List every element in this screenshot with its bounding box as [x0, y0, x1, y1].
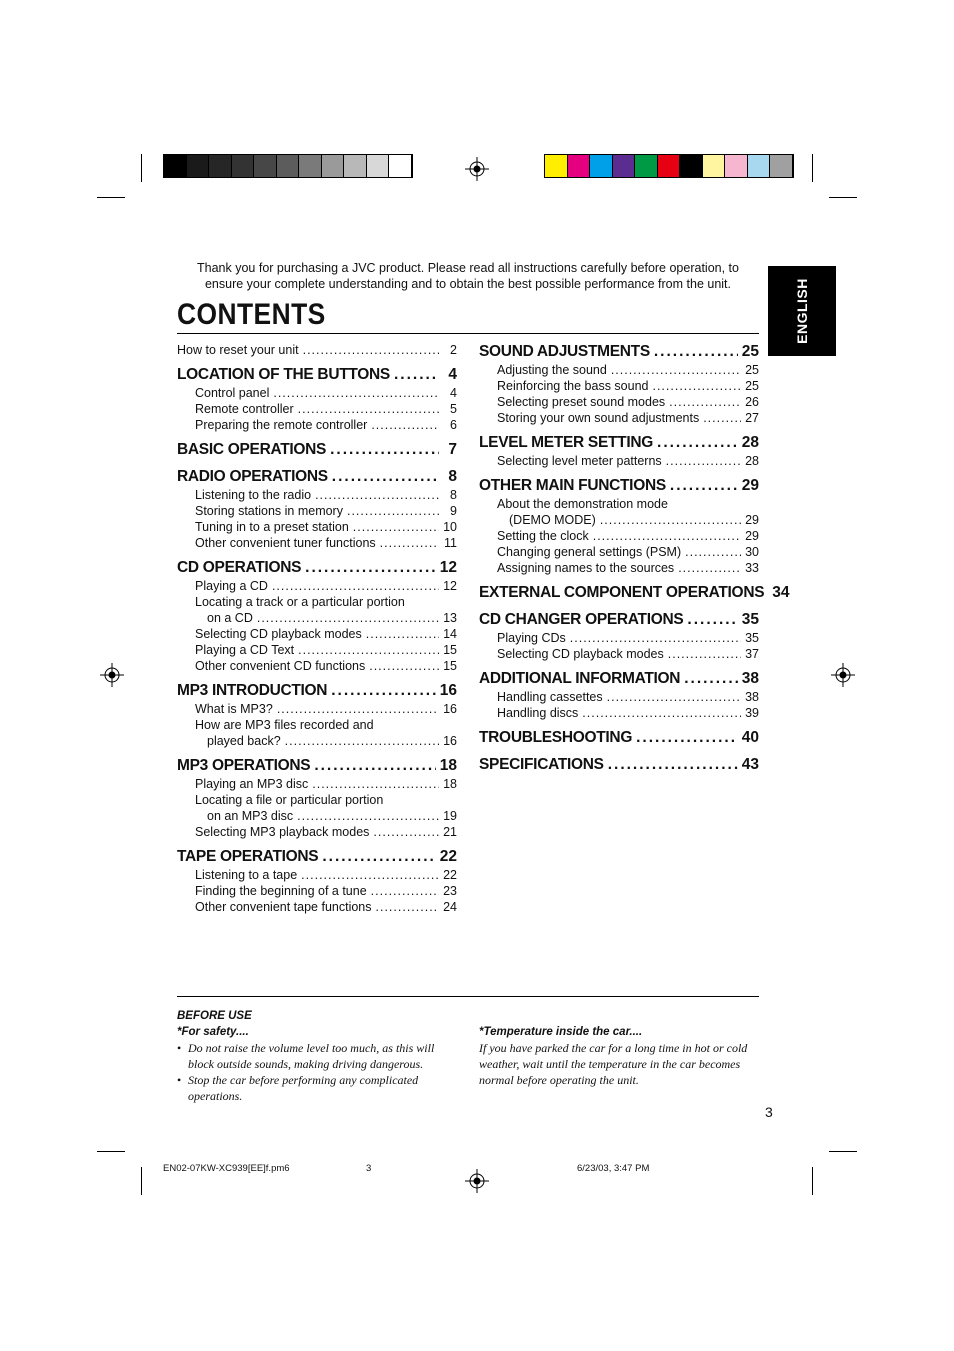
toc-item-page: 8 [450, 488, 457, 502]
footer-timestamp: 6/23/03, 3:47 PM [577, 1163, 650, 1174]
toc-section [177, 467, 457, 551]
leader-dots [666, 453, 741, 469]
toc-left-column [177, 342, 457, 920]
crop-mark [97, 1151, 125, 1152]
color-swatch [613, 155, 636, 177]
registration-mark-icon [465, 157, 489, 181]
color-swatch [568, 155, 591, 177]
toc-heading-page: 12 [439, 559, 457, 576]
toc-item-page: 16 [443, 702, 457, 716]
toc-item-label: Handling cassettes [497, 690, 603, 704]
leader-dots [600, 512, 741, 528]
toc-item-label: Tuning in to a preset station [195, 520, 349, 534]
toc-item-label: Storing stations in memory [195, 504, 343, 518]
toc-item[interactable] [177, 701, 457, 717]
toc-item-page: 6 [450, 418, 457, 432]
leader-dots [678, 560, 741, 576]
toc-item[interactable] [479, 646, 759, 662]
toc-item[interactable] [479, 705, 759, 721]
color-swatch [232, 155, 255, 177]
toc-item-label: Storing your own sound adjustments [497, 411, 700, 425]
toc-heading-label: CD OPERATIONS [177, 559, 302, 576]
toc-heading-label: CD CHANGER OPERATIONS [479, 611, 684, 628]
toc-item-continuation[interactable] [479, 512, 759, 528]
leader-dots [669, 394, 741, 410]
toc-item-page: 22 [443, 868, 457, 882]
toc-item-page: 5 [450, 402, 457, 416]
leader-dots [376, 899, 439, 915]
toc-item-page: 38 [745, 690, 759, 704]
toc-item[interactable] [177, 594, 457, 610]
toc-item-label: Listening to the radio [195, 488, 312, 502]
toc-heading-label: RADIO OPERATIONS [177, 468, 328, 485]
toc-section [177, 558, 457, 674]
language-tab [768, 266, 836, 356]
toc-heading-label: OTHER MAIN FUNCTIONS [479, 477, 666, 494]
toc-item-page: 9 [450, 504, 457, 518]
leader-dots [652, 378, 741, 394]
language-tab-label: ENGLISH [794, 278, 810, 344]
before-use-rule [177, 996, 759, 997]
leader-dots [373, 824, 439, 840]
toc-item-page: 10 [443, 520, 457, 534]
safety-bullet: • Stop the car before performing any complicated operations. [177, 1073, 419, 1103]
crop-mark [141, 154, 142, 182]
toc-item-page: 16 [443, 734, 457, 748]
color-swatch [254, 155, 277, 177]
color-swatch [344, 155, 367, 177]
toc-heading[interactable] [479, 610, 759, 630]
toc-item[interactable] [479, 362, 759, 378]
toc-section [479, 755, 759, 775]
toc-item-label: Playing CDs [497, 631, 566, 645]
leader-dots [593, 528, 741, 544]
toc-item-page: 26 [745, 395, 759, 409]
leader-dots [332, 467, 439, 487]
leader-dots [322, 847, 435, 867]
leader-dots [608, 755, 738, 775]
toc-item[interactable] [177, 487, 457, 503]
toc-item-page: 25 [745, 363, 759, 377]
leader-dots [257, 610, 439, 626]
color-swatch [658, 155, 681, 177]
toc-heading-page: 38 [741, 670, 759, 687]
toc-item-label: How to reset your unit [177, 343, 299, 357]
leader-dots [285, 733, 439, 749]
toc-item-label: on an MP3 disc [207, 809, 294, 823]
crop-mark [812, 154, 813, 182]
toc-item[interactable] [177, 642, 457, 658]
leader-dots [298, 401, 439, 417]
toc-item[interactable] [479, 560, 759, 576]
leader-dots [330, 440, 439, 460]
toc-item-label: Locating a file or particular portion [195, 793, 384, 807]
toc-item-page: 23 [443, 884, 457, 898]
color-swatch [703, 155, 726, 177]
toc-item[interactable] [177, 824, 457, 840]
toc-item-label: on a CD [207, 611, 253, 625]
toc-heading-page: 18 [439, 757, 457, 774]
page-number: 3 [765, 1104, 773, 1120]
toc-item-page: 12 [443, 579, 457, 593]
toc-item-page: 24 [443, 900, 457, 914]
footer-page: 3 [366, 1163, 372, 1174]
toc-item-label: Assigning names to the sources [497, 561, 675, 575]
toc-item[interactable] [479, 528, 759, 544]
intro-text: Thank you for purchasing a JVC product. Please read all instructions carefully before operation, to ensure your complete understanding and to obtain the best possible performance from the unit. [197, 261, 739, 291]
toc-item-page: 21 [443, 825, 457, 839]
leader-dots [611, 362, 741, 378]
toc-section [479, 342, 759, 426]
leader-dots [654, 342, 738, 362]
safety-bullet: • Do not raise the volume level too much, as this will block outside sounds, making driving dangerous. [177, 1041, 435, 1071]
toc-item-label: Selecting CD playback modes [195, 627, 362, 641]
toc-heading[interactable] [177, 467, 457, 487]
toc-heading-page: 40 [741, 729, 759, 746]
toc-section [479, 669, 759, 721]
toc-section [177, 756, 457, 840]
leader-dots [315, 487, 439, 503]
toc-item-label: Finding the beginning of a tune [195, 884, 367, 898]
leader-dots [312, 776, 439, 792]
toc-item-label: Other convenient tape functions [195, 900, 372, 914]
toc-item-label: Other convenient CD functions [195, 659, 366, 673]
toc-heading-label: SOUND ADJUSTMENTS [479, 343, 650, 360]
toc-item[interactable] [479, 496, 759, 512]
toc-heading[interactable] [479, 476, 759, 496]
registration-mark-icon [100, 663, 124, 687]
toc-heading-label: MP3 INTRODUCTION [177, 682, 328, 699]
toc-heading-page: 34 [772, 584, 790, 601]
toc-heading-label: ADDITIONAL INFORMATION [479, 670, 681, 687]
page-title: CONTENTS [177, 298, 326, 331]
toc-item-page: 29 [745, 513, 759, 527]
toc-heading-page: 35 [741, 611, 759, 628]
toc-heading-page: 28 [741, 434, 759, 451]
toc-item[interactable] [177, 535, 457, 551]
toc-item-label: Control panel [195, 386, 270, 400]
color-swatch [164, 155, 187, 177]
crop-mark [97, 197, 125, 198]
toc-item[interactable] [479, 630, 759, 646]
toc-heading-label: MP3 OPERATIONS [177, 757, 311, 774]
toc-item-label: How are MP3 files recorded and [195, 718, 374, 732]
toc-item-page: 37 [745, 647, 759, 661]
toc-item[interactable] [177, 626, 457, 642]
toc-item-label: Remote controller [195, 402, 294, 416]
toc-item-label: Selecting CD playback modes [497, 647, 664, 661]
color-swatch [322, 155, 345, 177]
toc-section [177, 342, 457, 358]
leader-dots [298, 642, 439, 658]
toc-item[interactable] [177, 867, 457, 883]
toc-heading[interactable] [177, 558, 457, 578]
toc-heading-page: 22 [439, 848, 457, 865]
toc-item-label: (DEMO MODE) [509, 513, 596, 527]
leader-dots [570, 630, 741, 646]
toc-item[interactable] [177, 899, 457, 915]
toc-item-continuation[interactable] [177, 808, 457, 824]
toc-heading-label: LOCATION OF THE BUTTONS [177, 366, 390, 383]
footer-file: EN02-07KW-XC939[EE]f.pm6 [163, 1163, 290, 1174]
toc-item-label: Handling discs [497, 706, 579, 720]
toc-item[interactable] [177, 519, 457, 535]
leader-dots [703, 410, 741, 426]
toc-item[interactable] [177, 503, 457, 519]
toc-item[interactable] [177, 401, 457, 417]
toc-heading-page: 16 [439, 682, 457, 699]
toc-heading[interactable] [177, 440, 457, 460]
toc-item-label: Reinforcing the bass sound [497, 379, 649, 393]
color-swatch [725, 155, 748, 177]
toc-item-label: Listening to a tape [195, 868, 298, 882]
toc-section [479, 728, 759, 748]
color-swatch [635, 155, 658, 177]
color-swatch [590, 155, 613, 177]
toc-item[interactable] [479, 410, 759, 426]
toc-item-page: 15 [443, 643, 457, 657]
leader-dots [347, 503, 439, 519]
toc-item[interactable] [177, 717, 457, 733]
color-swatch [389, 155, 412, 177]
toc-item[interactable] [479, 544, 759, 560]
toc-item-label: played back? [207, 734, 281, 748]
toc-item-label: Playing a CD Text [195, 643, 295, 657]
toc-heading-page: 29 [741, 477, 759, 494]
toc-item[interactable] [479, 689, 759, 705]
toc-item[interactable] [479, 378, 759, 394]
toc-section [177, 365, 457, 433]
toc-heading[interactable] [479, 669, 759, 689]
title-rule [177, 333, 759, 334]
toc-item-page: 30 [745, 545, 759, 559]
toc-heading[interactable] [479, 433, 759, 453]
before-use-temperature [479, 1024, 759, 1088]
toc-section [177, 681, 457, 749]
toc-item-page: 4 [450, 386, 457, 400]
toc-item-label: Preparing the remote controller [195, 418, 368, 432]
toc-right-column [479, 342, 790, 780]
toc-section [177, 847, 457, 915]
leader-dots [687, 610, 737, 630]
toc-heading-label: SPECIFICATIONS [479, 756, 604, 773]
leader-dots [303, 342, 439, 358]
leader-dots [301, 867, 439, 883]
leader-dots [305, 558, 436, 578]
leader-dots [668, 646, 741, 662]
toc-heading-label: BASIC OPERATIONS [177, 441, 327, 458]
color-swatch [187, 155, 210, 177]
toc-item-label: Changing general settings (PSM) [497, 545, 682, 559]
toc-item-page: 39 [745, 706, 759, 720]
color-swatch [299, 155, 322, 177]
leader-dots [380, 535, 439, 551]
crop-mark [829, 197, 857, 198]
color-swatch [680, 155, 703, 177]
toc-heading-label: EXTERNAL COMPONENT OPERATIONS [479, 584, 765, 601]
toc-section [479, 476, 759, 576]
toc-item-label: Selecting level meter patterns [497, 454, 662, 468]
leader-dots [371, 417, 439, 433]
toc-item-page: 25 [745, 379, 759, 393]
toc-item-page: 33 [745, 561, 759, 575]
toc-item-page: 19 [443, 809, 457, 823]
toc-item[interactable] [177, 658, 457, 674]
toc-item[interactable] [177, 792, 457, 808]
toc-item-label: Setting the clock [497, 529, 589, 543]
color-swatch [748, 155, 771, 177]
leader-dots [685, 544, 741, 560]
leader-dots [331, 681, 436, 701]
color-swatch [367, 155, 390, 177]
leader-dots [366, 626, 439, 642]
toc-heading-label: TAPE OPERATIONS [177, 848, 319, 865]
leader-dots [657, 433, 738, 453]
toc-section [479, 433, 759, 469]
toc-item-label: Other convenient tuner functions [195, 536, 376, 550]
leader-dots [369, 658, 439, 674]
toc-item-page: 15 [443, 659, 457, 673]
toc-item-label: Playing a CD [195, 579, 268, 593]
toc-item-page: 18 [443, 777, 457, 791]
leader-dots [273, 385, 439, 401]
registration-mark-icon [465, 1169, 489, 1193]
toc-heading[interactable] [479, 342, 759, 362]
leader-dots [353, 519, 439, 535]
leader-dots [371, 883, 439, 899]
toc-item-page: 28 [745, 454, 759, 468]
before-use-safety [177, 1008, 457, 1104]
toc-item[interactable] [177, 417, 457, 433]
leader-dots [394, 365, 439, 385]
color-calibration-bar [544, 154, 794, 178]
toc-item-page: 2 [450, 343, 457, 357]
toc-section [479, 583, 790, 603]
toc-item[interactable] [177, 578, 457, 594]
toc-item[interactable] [177, 342, 457, 358]
leader-dots [670, 476, 738, 496]
toc-item-continuation[interactable] [177, 733, 457, 749]
toc-section [479, 610, 759, 662]
toc-heading-page: 43 [741, 756, 759, 773]
leader-dots [297, 808, 439, 824]
toc-heading[interactable] [479, 728, 759, 748]
leader-dots [684, 669, 738, 689]
toc-item[interactable] [177, 883, 457, 899]
toc-item[interactable] [177, 385, 457, 401]
toc-item-page: 13 [443, 611, 457, 625]
toc-item-label: What is MP3? [195, 702, 273, 716]
leader-dots [277, 701, 439, 717]
temperature-heading: *Temperature inside the car.... [479, 1026, 643, 1038]
toc-item-page: 27 [745, 411, 759, 425]
toc-item-label: Adjusting the sound [497, 363, 607, 377]
toc-item-page: 29 [745, 529, 759, 543]
toc-heading[interactable] [177, 681, 457, 701]
leader-dots [607, 689, 741, 705]
toc-heading-page: 7 [448, 441, 457, 458]
leader-dots [582, 705, 741, 721]
toc-section [177, 440, 457, 460]
color-swatch [770, 155, 793, 177]
toc-heading[interactable] [177, 365, 457, 385]
toc-item-label: Selecting MP3 playback modes [195, 825, 370, 839]
crop-mark [812, 1167, 813, 1195]
toc-item-label: Playing an MP3 disc [195, 777, 309, 791]
leader-dots [272, 578, 439, 594]
leader-dots [636, 728, 738, 748]
toc-item-page: 35 [745, 631, 759, 645]
before-use-title: BEFORE USE [177, 1010, 252, 1022]
toc-item[interactable] [177, 776, 457, 792]
crop-mark [829, 1151, 857, 1152]
toc-item[interactable] [479, 453, 759, 469]
toc-item-page: 11 [444, 536, 457, 550]
toc-heading-page: 8 [448, 468, 457, 485]
grayscale-calibration-bar [163, 154, 413, 178]
toc-heading-page: 4 [448, 366, 457, 383]
toc-heading[interactable] [177, 756, 457, 776]
crop-mark [141, 1167, 142, 1195]
color-swatch [545, 155, 568, 177]
color-swatch [209, 155, 232, 177]
toc-heading-label: LEVEL METER SETTING [479, 434, 654, 451]
toc-item-label: Selecting preset sound modes [497, 395, 666, 409]
toc-heading[interactable] [479, 583, 790, 603]
toc-item-label: Locating a track or a particular portion [195, 595, 405, 609]
toc-heading-label: TROUBLESHOOTING [479, 729, 633, 746]
toc-item[interactable] [479, 394, 759, 410]
toc-heading[interactable] [479, 755, 759, 775]
leader-dots [314, 756, 435, 776]
color-swatch [277, 155, 300, 177]
toc-heading-page: 25 [741, 343, 759, 360]
toc-item-label: About the demonstration mode [497, 497, 668, 511]
temperature-text: If you have parked the car for a long time in hot or cold weather, wait until the temperature in the car becomes normal before operating the unit. [479, 1041, 748, 1087]
toc-heading[interactable] [177, 847, 457, 867]
toc-item-continuation[interactable] [177, 610, 457, 626]
registration-mark-icon [831, 663, 855, 687]
toc-item-page: 14 [443, 627, 457, 641]
safety-heading: *For safety.... [177, 1026, 249, 1038]
